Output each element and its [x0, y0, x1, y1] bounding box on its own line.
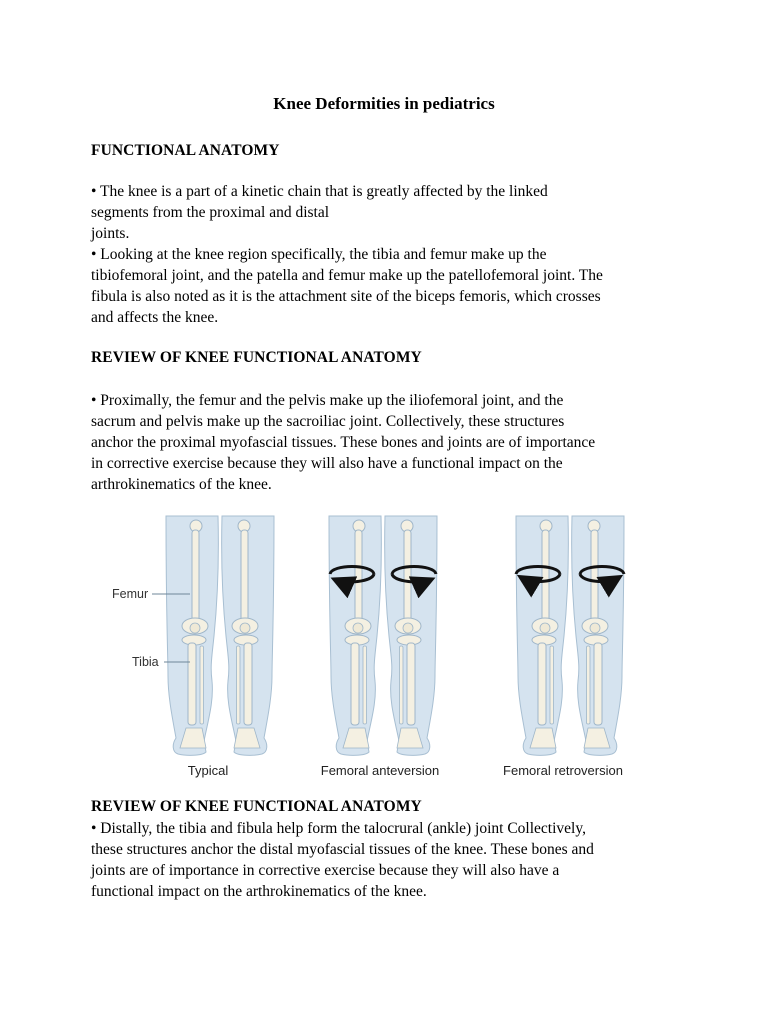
caption-anteversion: Femoral anteversion — [320, 763, 440, 778]
text-line: joints are of importance in corrective exercise because they will also have a — [91, 862, 560, 879]
leg-illustration — [100, 512, 660, 782]
text-line: these structures anchor the distal myofascial tissues of the knee. These bones and — [91, 841, 594, 858]
section-heading-review-proximal: REVIEW OF KNEE FUNCTIONAL ANATOMY — [91, 349, 422, 366]
typical-legs — [166, 516, 274, 755]
paragraph-review-proximal — [91, 390, 691, 495]
tibia-label: Tibia — [132, 655, 159, 669]
page-title: Knee Deformities in pediatrics — [273, 94, 495, 113]
anteversion-legs — [329, 516, 437, 755]
text-line: in corrective exercise because they will also have a functional impact on the — [91, 455, 563, 472]
text-line: tibiofemoral joint, and the patella and femur make up the patellofemoral joint. The — [91, 267, 603, 284]
text-line: sacrum and pelvis make up the sacroiliac joint. Collectively, these structures — [91, 413, 565, 430]
text-line: • Proximally, the femur and the pelvis make up the iliofemoral joint, and the — [91, 392, 564, 409]
text-line: • Distally, the tibia and fibula help form the talocrural (ankle) joint Collectively, — [91, 820, 586, 837]
text-line: anchor the proximal myofascial tissues. These bones and joints are of importance — [91, 434, 596, 451]
section-heading-review-distal: REVIEW OF KNEE FUNCTIONAL ANATOMY — [91, 798, 422, 815]
text-line: arthrokinematics of the knee. — [91, 476, 272, 493]
retroversion-legs — [516, 516, 624, 755]
paragraph-review-distal — [91, 818, 691, 902]
text-line: • The knee is a part of a kinetic chain that is greatly affected by the linked — [91, 183, 548, 200]
text-line: • Looking at the knee region specifically, the tibia and femur make up the — [91, 246, 547, 263]
text-line: segments from the proximal and distal — [91, 204, 330, 221]
paragraph-functional-anatomy — [91, 181, 691, 328]
caption-retroversion: Femoral retroversion — [503, 763, 623, 778]
caption-typical: Typical — [187, 763, 229, 778]
text-line: joints. — [91, 225, 130, 242]
text-line: functional impact on the arthrokinematics of the knee. — [91, 883, 427, 900]
text-line: fibula is also noted as it is the attachment site of the biceps femoris, which crosses — [91, 288, 601, 305]
femoral-version-figure — [100, 512, 660, 782]
section-heading-functional-anatomy: FUNCTIONAL ANATOMY — [91, 142, 280, 159]
text-line: and affects the knee. — [91, 309, 219, 326]
femur-label: Femur — [112, 587, 149, 601]
